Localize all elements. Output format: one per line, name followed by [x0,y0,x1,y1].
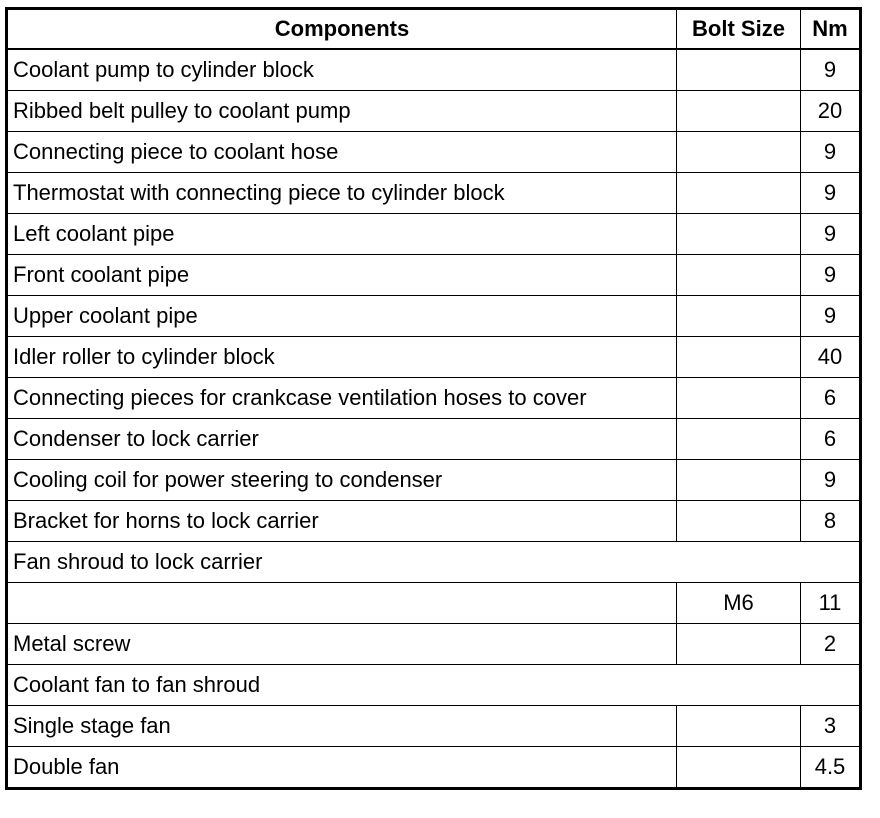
component-cell: Single stage fan [7,706,677,747]
component-cell: Connecting piece to coolant hose [7,132,677,173]
component-cell: Bracket for horns to lock carrier [7,501,677,542]
table-row [7,91,861,132]
torque-nm-cell: 11 [801,583,861,624]
table-row [7,255,861,296]
table-row [7,583,861,624]
component-cell: Idler roller to cylinder block [7,337,677,378]
torque-nm-cell: 4.5 [801,747,861,789]
component-cell [7,583,677,624]
component-cell: Front coolant pipe [7,255,677,296]
torque-nm-cell: 9 [801,460,861,501]
table-group-row [7,665,861,706]
bolt-size-cell [677,173,801,214]
component-cell: Left coolant pipe [7,214,677,255]
table-header-row [7,9,861,50]
table-row [7,706,861,747]
bolt-size-cell [677,214,801,255]
table-row [7,378,861,419]
torque-nm-cell: 9 [801,49,861,91]
bolt-size-cell [677,460,801,501]
table-row [7,132,861,173]
torque-nm-cell: 2 [801,624,861,665]
component-cell: Connecting pieces for crankcase ventilation hoses to cover [7,378,677,419]
component-cell: Cooling coil for power steering to condenser [7,460,677,501]
bolt-size-cell [677,624,801,665]
table-body [7,49,861,789]
table-row [7,337,861,378]
table-row [7,173,861,214]
bolt-size-cell [677,747,801,789]
bolt-size-cell [677,501,801,542]
component-cell: Coolant pump to cylinder block [7,49,677,91]
header-components: Components [7,9,677,50]
table-group-row [7,542,861,583]
torque-nm-cell: 9 [801,214,861,255]
component-cell: Condenser to lock carrier [7,419,677,460]
table-row [7,296,861,337]
table-row [7,747,861,789]
component-cell: Thermostat with connecting piece to cylinder block [7,173,677,214]
component-cell: Ribbed belt pulley to coolant pump [7,91,677,132]
torque-nm-cell: 20 [801,91,861,132]
component-cell: Upper coolant pipe [7,296,677,337]
torque-nm-cell: 9 [801,173,861,214]
bolt-size-cell [677,378,801,419]
component-cell: Metal screw [7,624,677,665]
torque-nm-cell: 9 [801,132,861,173]
torque-nm-cell: 9 [801,296,861,337]
bolt-size-cell [677,337,801,378]
torque-nm-cell: 9 [801,255,861,296]
torque-nm-cell: 8 [801,501,861,542]
group-heading-cell: Fan shroud to lock carrier [7,542,861,583]
bolt-size-cell [677,255,801,296]
bolt-size-cell [677,91,801,132]
bolt-size-cell: M6 [677,583,801,624]
torque-nm-cell: 3 [801,706,861,747]
bolt-size-cell [677,49,801,91]
table-row [7,49,861,91]
torque-nm-cell: 6 [801,378,861,419]
table-row [7,460,861,501]
torque-nm-cell: 40 [801,337,861,378]
header-bolt-size: Bolt Size [677,9,801,50]
table-row [7,419,861,460]
torque-specification-table [5,7,862,790]
group-heading-cell: Coolant fan to fan shroud [7,665,861,706]
torque-nm-cell: 6 [801,419,861,460]
bolt-size-cell [677,419,801,460]
bolt-size-cell [677,296,801,337]
component-cell: Double fan [7,747,677,789]
header-nm: Nm [801,9,861,50]
bolt-size-cell [677,132,801,173]
table-row [7,624,861,665]
table-row [7,501,861,542]
bolt-size-cell [677,706,801,747]
table-row [7,214,861,255]
